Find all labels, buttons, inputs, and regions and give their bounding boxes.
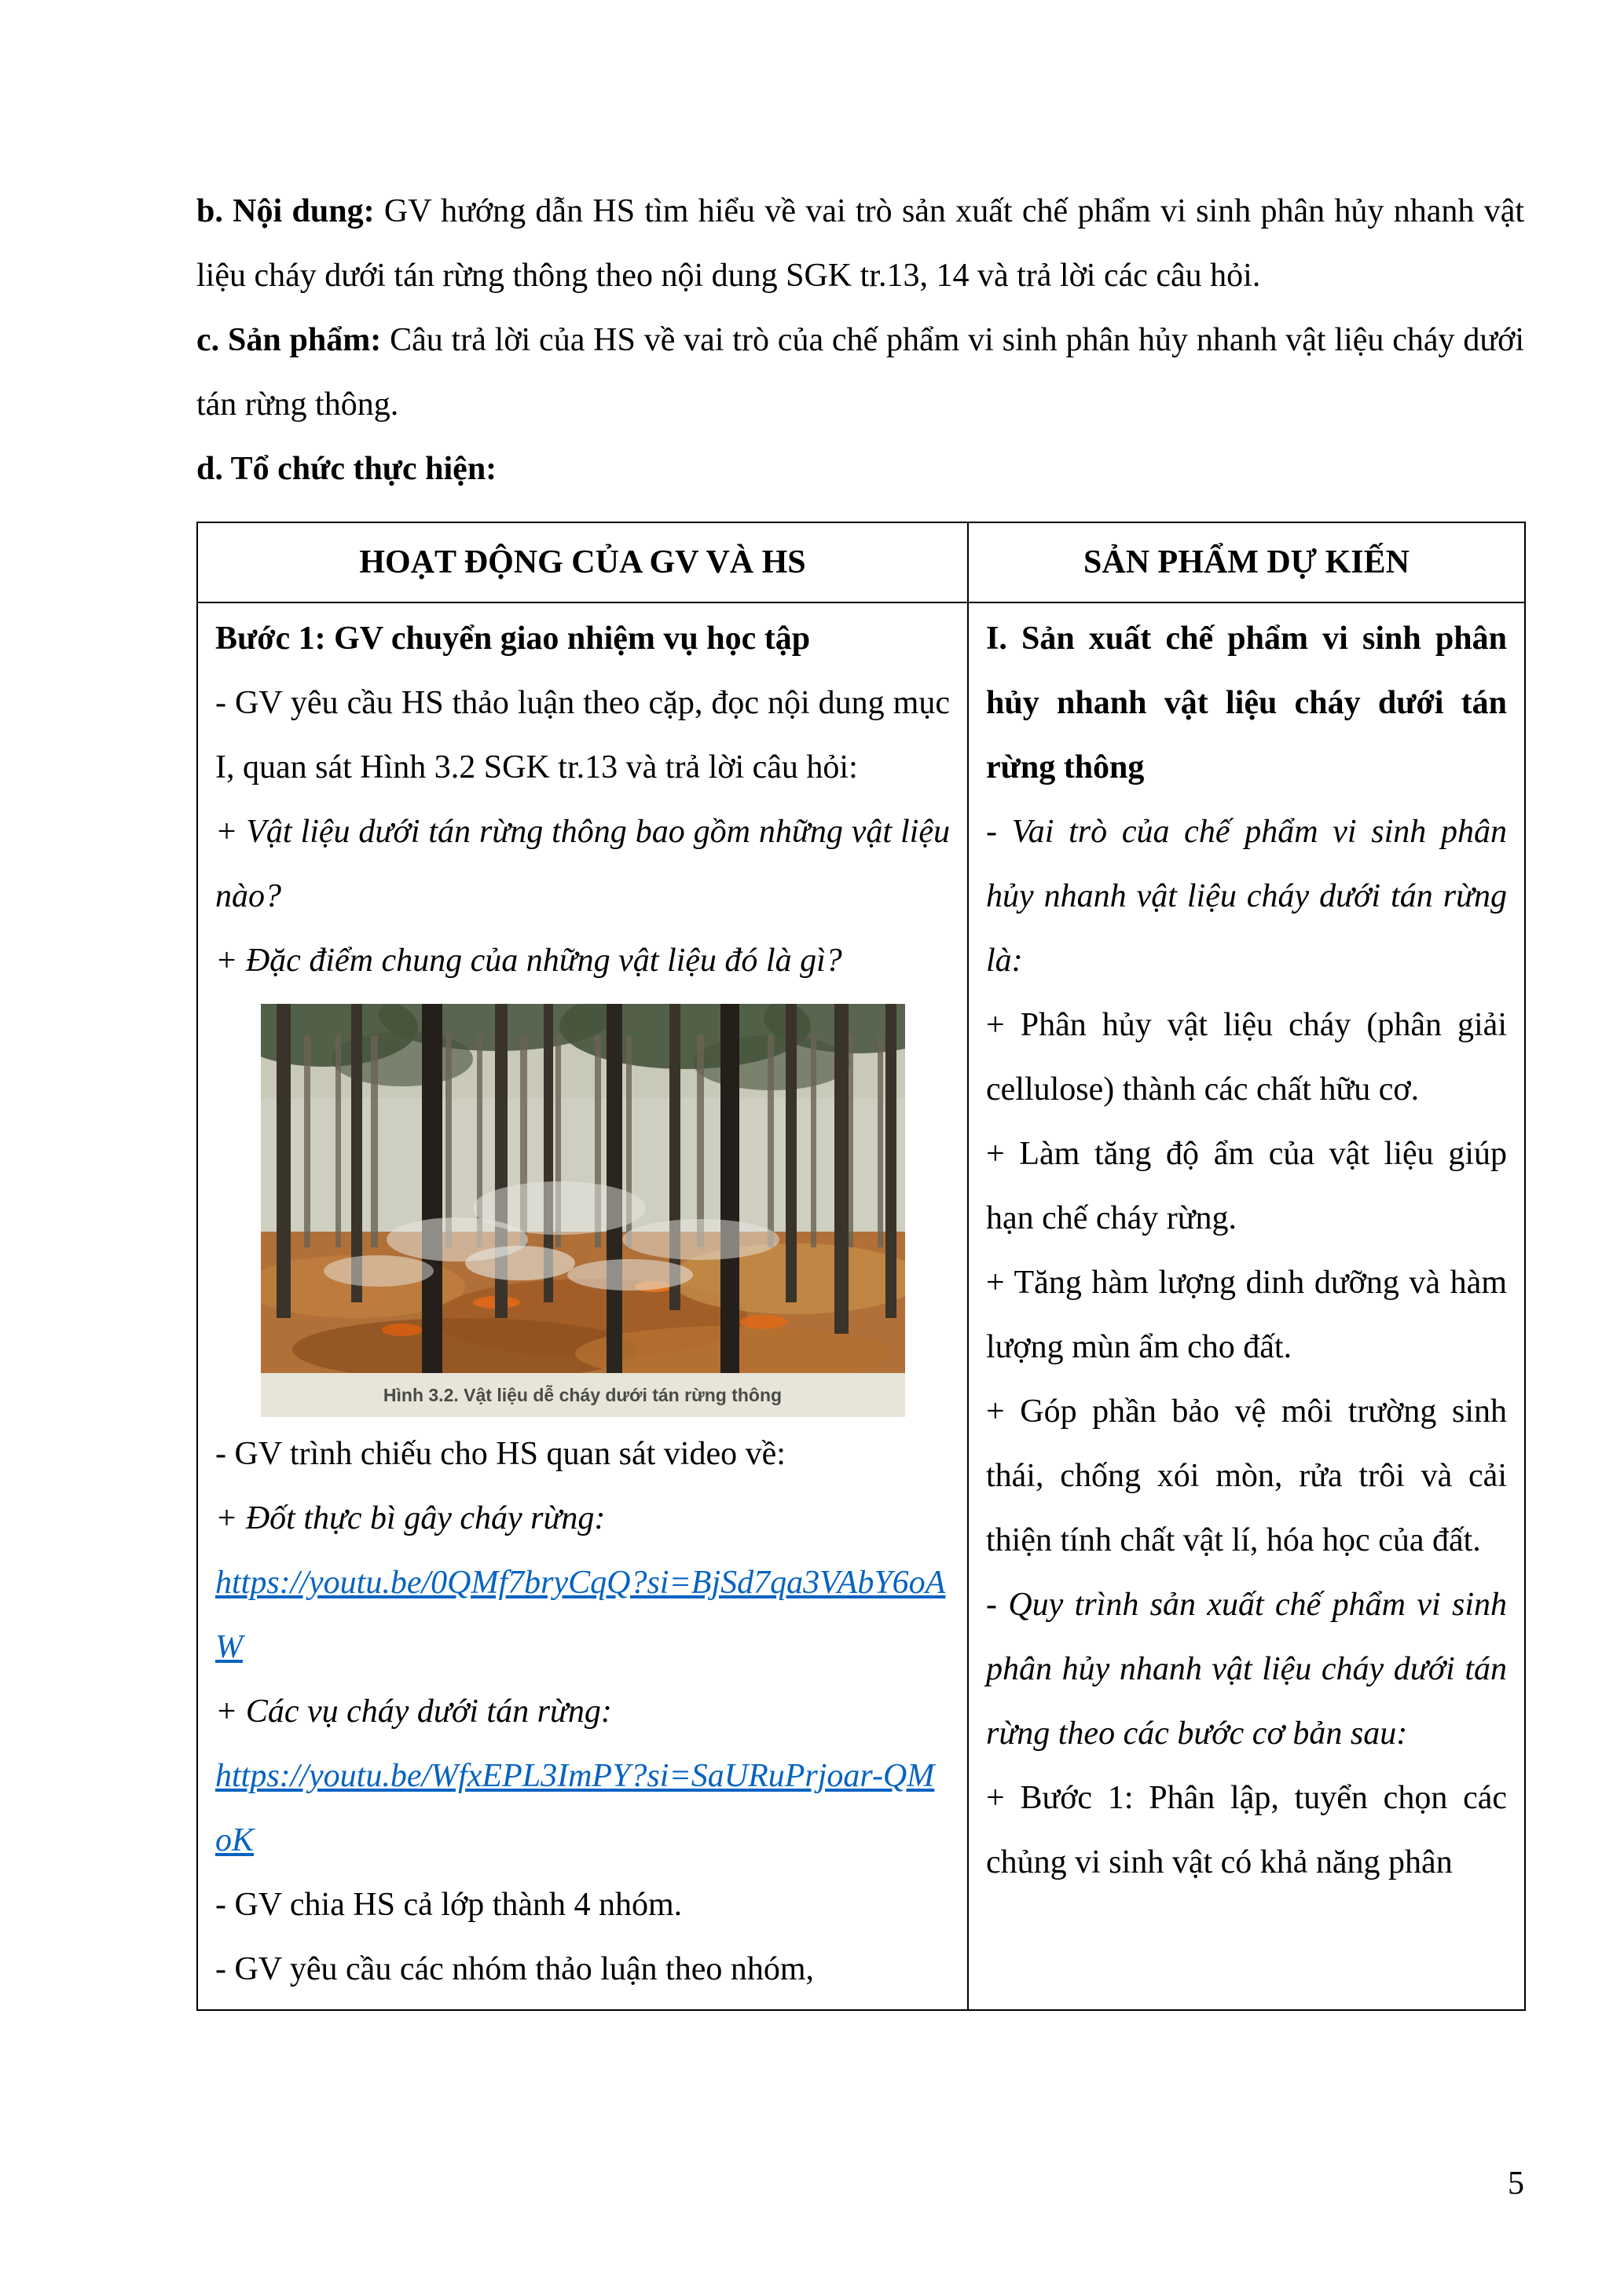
paragraph-noi-dung-label: b. Nội dung: [196, 193, 375, 229]
paragraph-noi-dung [196, 179, 1524, 308]
activities-para4: - GV yêu cầu các nhóm thảo luận theo nhóm, [215, 1951, 815, 1987]
paragraph-to-chuc [196, 437, 1524, 501]
paragraph-san-pham-text: Câu trả lời của HS về vai trò của chế phẩm vi sinh phân hủy nhanh vật liệu cháy dưới tán rừng thông. [196, 322, 1525, 423]
forest-fire-photo [261, 1004, 905, 1373]
products-point-3: + Tăng hàm lượng dinh dưỡng và hàm lượng mùn ẩm cho đất. [986, 1265, 1507, 1365]
video1-label: + Đốt thực bì gây cháy rừng: [215, 1500, 606, 1536]
cell-products [968, 602, 1525, 2010]
video2-link-line [215, 1744, 950, 1873]
page-number: 5 [1508, 2166, 1524, 2202]
video2-link[interactable]: https://youtu.be/WfxEPL3ImPY?si=SaURuPrjoar-QMoK [215, 1758, 935, 1858]
products-step-1: + Bước 1: Phân lập, tuyển chọn các chủng vi sinh vật có khả năng phân [986, 1780, 1507, 1880]
paragraph-noi-dung-text: GV hướng dẫn HS tìm hiểu về vai trò sản xuất chế phẩm vi sinh phân hủy nhanh vật liệu cháy dưới tán rừng thông theo nội dung SGK tr.13, 14 và trả lời các câu hỏi. [196, 193, 1525, 294]
paragraph-san-pham-label: c. Sản phẩm: [196, 322, 382, 358]
figure-3-2 [261, 1004, 905, 1417]
activities-question1: + Vật liệu dưới tán rừng thông bao gồm những vật liệu nào? [215, 814, 950, 914]
activities-para2: - GV trình chiếu cho HS quan sát video về: [215, 1436, 786, 1472]
products-point-2: + Làm tăng độ ẩm của vật liệu giúp hạn chế cháy rừng. [986, 1136, 1507, 1236]
paragraph-to-chuc-label: d. Tổ chức thực hiện: [196, 451, 497, 487]
paragraph-san-pham [196, 308, 1524, 437]
video2-label: + Các vụ cháy dưới tán rừng: [215, 1694, 612, 1730]
activities-question2: + Đặc điểm chung của những vật liệu đó là gì? [215, 943, 842, 979]
products-role-intro: - Vai trò của chế phẩm vi sinh phân hủy nhanh vật liệu cháy dưới tán rừng là: [986, 814, 1507, 979]
products-heading: I. Sản xuất chế phẩm vi sinh phân hủy nhanh vật liệu cháy dưới tán rừng thông [986, 621, 1507, 785]
products-process-intro: - Quy trình sản xuất chế phẩm vi sinh phân hủy nhanh vật liệu cháy dưới tán rừng theo các bước cơ bản sau: [986, 1587, 1507, 1752]
activities-para3: - GV chia HS cả lớp thành 4 nhóm. [215, 1887, 683, 1923]
products-point-4: + Góp phần bảo vệ môi trường sinh thái, chống xói mòn, rửa trôi và cải thiện tính chất vật lí, hóa học của đất. [986, 1393, 1507, 1558]
step1-title: Bước 1: GV chuyển giao nhiệm vụ học tập [215, 621, 811, 657]
document-content [196, 179, 1524, 2011]
lesson-plan-table [196, 522, 1526, 2011]
figure-caption: Hình 3.2. Vật liệu dễ cháy dưới tán rừng thông [261, 1373, 905, 1417]
table-body-row [197, 602, 1525, 2010]
table-header-products: SẢN PHẨM DỰ KIẾN [968, 522, 1525, 602]
table-header-row [197, 522, 1525, 602]
activities-para1: - GV yêu cầu HS thảo luận theo cặp, đọc nội dung mục I, quan sát Hình 3.2 SGK tr.13 và trả lời câu hỏi: [215, 685, 950, 785]
table-header-activities: HOẠT ĐỘNG CỦA GV VÀ HS [197, 522, 968, 602]
cell-activities [197, 602, 968, 2010]
video1-link-line [215, 1551, 950, 1679]
video1-link[interactable]: https://youtu.be/0QMf7bryCqQ?si=BjSd7qa3VAbY6oAW [215, 1565, 946, 1665]
products-point-1: + Phân hủy vật liệu cháy (phân giải cellulose) thành các chất hữu cơ. [986, 1007, 1507, 1108]
